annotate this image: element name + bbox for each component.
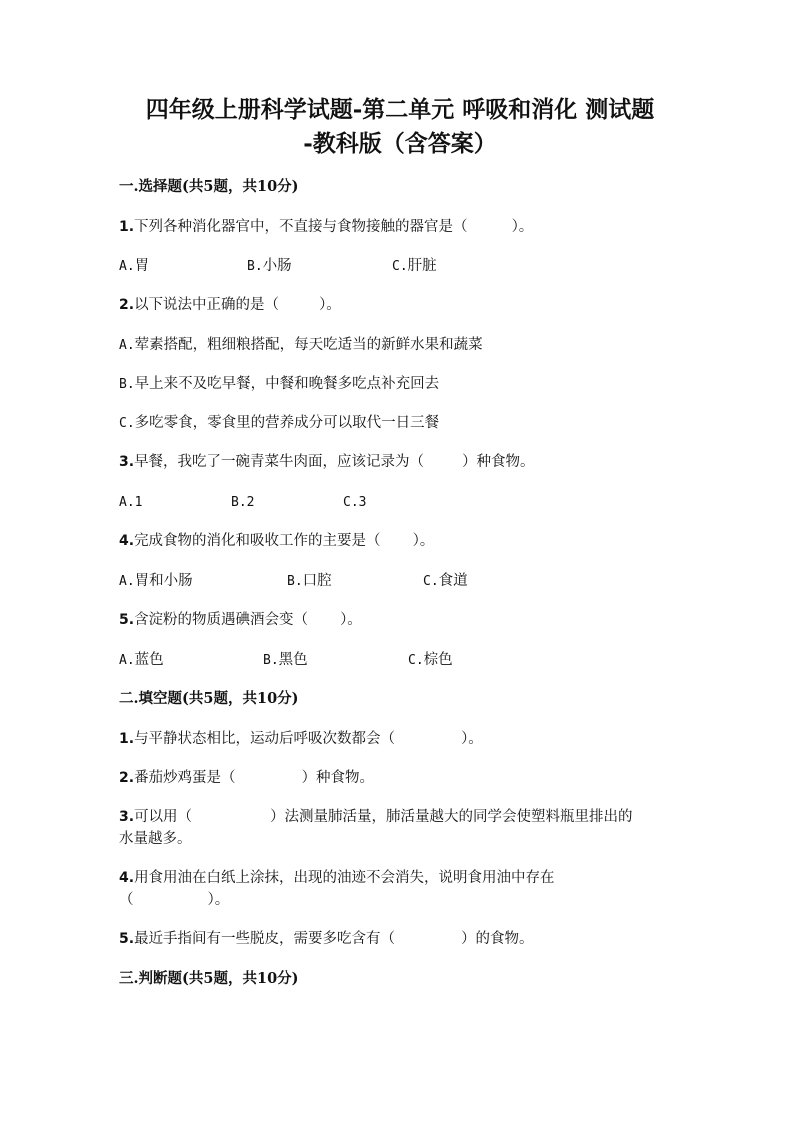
question-text-end: ）。	[511, 219, 534, 235]
question-text: 与平静状态相比，运动后呼吸次数都会（	[134, 731, 396, 747]
question-text: 最近手指间有一些脱皮，需要多吃含有（	[134, 931, 396, 947]
question-text-end: ）法测量肺活量，肺活量越大的同学会使塑料瓶里排出的	[270, 809, 633, 825]
option-b[interactable]: B.早上来不及吃早餐，中餐和晚餐多吃点补充回去	[119, 376, 440, 392]
question-number: 3.	[119, 809, 135, 825]
question-text-end: ）种食物。	[301, 770, 375, 786]
option-c[interactable]: C.肝脏	[392, 258, 437, 274]
question-number: 5.	[119, 612, 135, 628]
option-a[interactable]: A.胃	[119, 258, 150, 274]
page-title-line-1: 四年级上册科学试题-第二单元 呼吸和消化 测试题	[145, 96, 655, 123]
question-text-end: ）种食物。	[462, 454, 535, 470]
fill-question-4-continued: （ ）。	[119, 892, 230, 908]
option-b[interactable]: B.小肠	[247, 258, 292, 274]
option-a[interactable]: A.荤素搭配，粗细粮搭配，每天吃适当的新鲜水果和蔬菜	[119, 337, 483, 353]
choice-question-5	[119, 609, 362, 631]
fill-question-3	[119, 806, 633, 828]
section-heading-choice: 一.选择题(共5题，共10分)	[119, 178, 299, 195]
fill-question-3-continued: 水量越多。	[119, 831, 192, 847]
question-text: 番茄炒鸡蛋是（	[134, 770, 236, 786]
choice-question-3	[119, 451, 535, 473]
option-b[interactable]: B.2	[231, 495, 255, 510]
choice-question-4	[119, 530, 434, 552]
option-c[interactable]: C.棕色	[408, 652, 453, 668]
question-text-end: ）的食物。	[461, 931, 534, 947]
section-heading-judge: 三.判断题(共5题，共10分)	[119, 970, 299, 987]
question-number: 2.	[119, 770, 135, 786]
question-text: 早餐，我吃了一碗青菜牛肉面，应该记录为（	[134, 454, 425, 470]
question-number: 4.	[119, 533, 135, 549]
option-c[interactable]: C.3	[343, 495, 367, 510]
option-c[interactable]: C.多吃零食，零食里的营养成分可以取代一日三餐	[119, 415, 440, 431]
question-number: 5.	[119, 931, 135, 947]
option-a[interactable]: A.1	[119, 495, 143, 510]
question-text-end: ）。	[412, 533, 435, 549]
choice-question-2	[119, 294, 341, 316]
question-text: 以下说法中正确的是（	[134, 297, 280, 313]
question-text: 下列各种消化器官中，不直接与食物接触的器官是（	[134, 219, 468, 235]
question-text-end: ）。	[340, 612, 362, 628]
question-text: 完成食物的消化和吸收工作的主要是（	[134, 533, 381, 549]
question-number: 1.	[119, 731, 135, 747]
option-b[interactable]: B.黑色	[263, 652, 308, 668]
fill-question-5	[119, 928, 534, 950]
fill-question-1	[119, 728, 483, 750]
fill-question-2	[119, 767, 374, 789]
option-a[interactable]: A.蓝色	[119, 652, 164, 668]
question-text: 用食用油在白纸上涂抹，出现的油迹不会消失，说明食用油中存在	[134, 870, 555, 886]
question-number: 2.	[119, 297, 135, 313]
option-c[interactable]: C.食道	[423, 573, 468, 589]
question-text: 含淀粉的物质遇碘酒会变（	[134, 612, 309, 628]
section-heading-fill: 二.填空题(共5题，共10分)	[119, 690, 299, 707]
question-number: 1.	[119, 219, 135, 235]
option-a[interactable]: A.胃和小肠	[119, 573, 193, 589]
question-number: 4.	[119, 870, 135, 886]
question-text-end: ）。	[319, 297, 341, 313]
question-text: 可以用（	[134, 809, 193, 825]
fill-question-4	[119, 867, 555, 889]
question-number: 3.	[119, 454, 135, 470]
option-b[interactable]: B.口腔	[287, 573, 332, 589]
choice-question-1	[119, 216, 533, 238]
question-text-end: ）。	[461, 731, 483, 747]
page-title-line-2: -教科版（含答案）	[303, 130, 497, 157]
